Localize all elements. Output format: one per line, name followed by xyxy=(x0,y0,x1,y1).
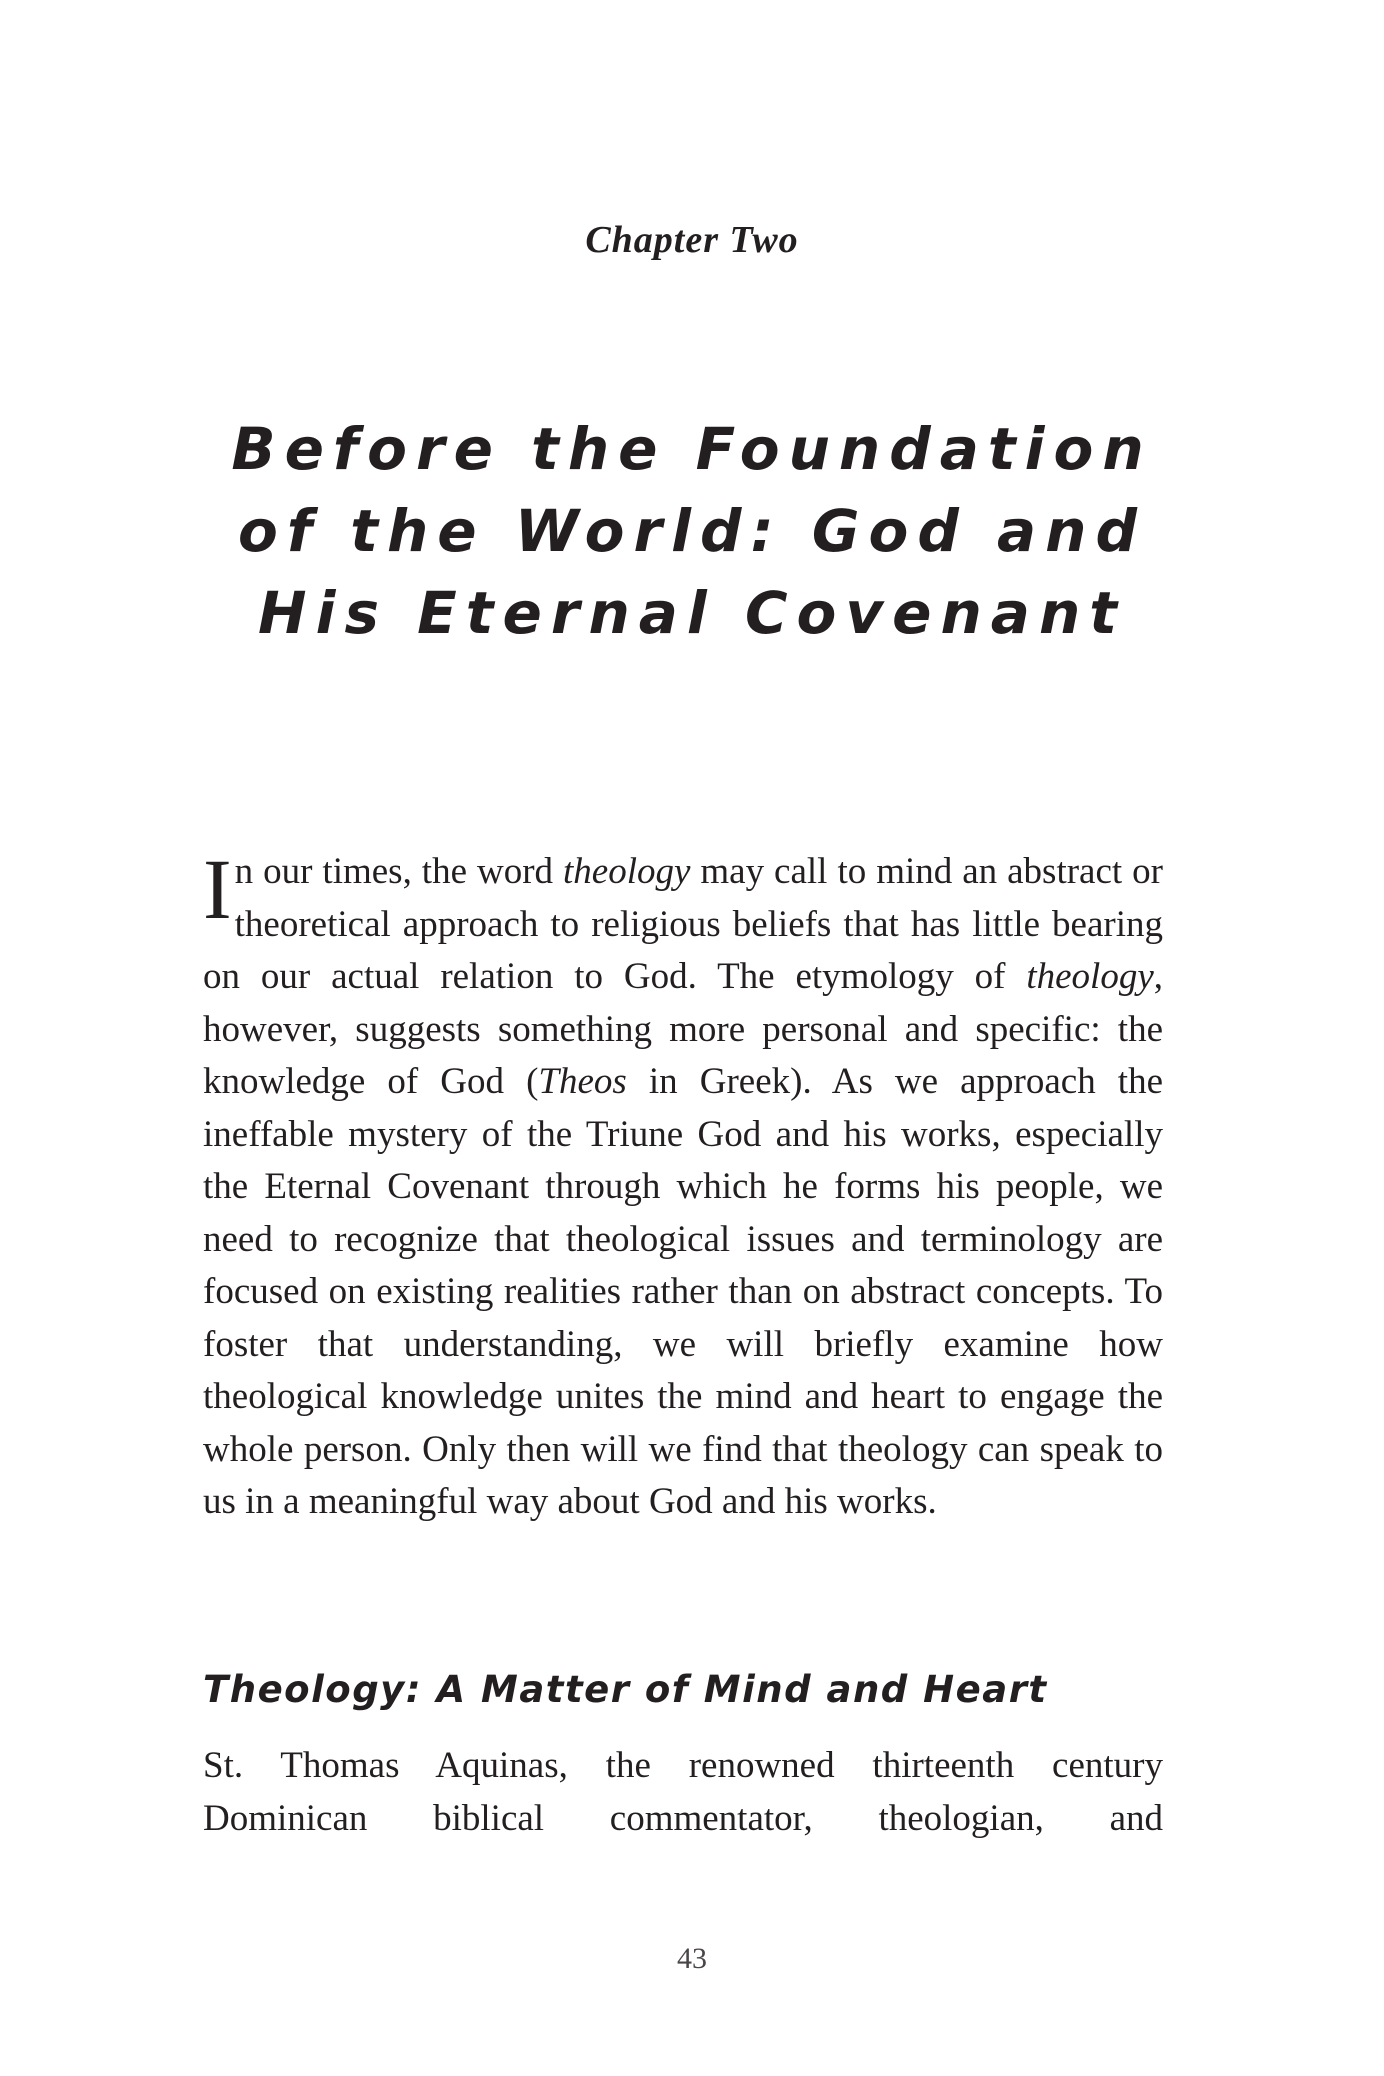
intro-text: in Greek). As we approach the ineffable mystery of the Triune God and his works, especially the Eternal Covenant through which he forms his people, we need to recognize that theological issues and terminology are focused on existing realities rather than on abstract concepts. To foster that understanding, we will briefly examine how theological knowledge unites the mind and heart to engage the whole person. Only then will we find that theology can speak to us in a meaningful way about God and his works. xyxy=(203,1061,1163,1522)
drop-cap: I xyxy=(203,841,232,937)
chapter-title-line: Before the Foundation xyxy=(231,415,1153,483)
term-theos: Theos xyxy=(538,1061,627,1102)
term-theology: theology xyxy=(563,851,691,892)
intro-text: n our times, the word xyxy=(234,851,563,892)
chapter-title-line: His Eternal Covenant xyxy=(258,579,1126,647)
chapter-label: Chapter Two xyxy=(585,219,799,261)
page-number: 43 xyxy=(677,1942,707,1975)
section-paragraph: St. Thomas Aquinas, the renowned thirteenth century Dominican biblical commentator, theologian, and xyxy=(203,1745,1163,1839)
chapter-title xyxy=(200,408,1184,654)
chapter-title-line: of the World: God and xyxy=(238,497,1146,565)
intro-paragraph xyxy=(203,841,1163,1529)
term-theology: theology xyxy=(1026,956,1154,997)
section-heading: Theology: A Matter of Mind and Heart xyxy=(203,1668,1048,1711)
intro-text: may call to mind an abstract or theoretical approach to religious beliefs that has little bearing on our actual relation to God. The etymology of xyxy=(203,851,1163,997)
intro-text: , however, suggests something more personal and specific: the knowledge of God ( xyxy=(203,956,1163,1102)
